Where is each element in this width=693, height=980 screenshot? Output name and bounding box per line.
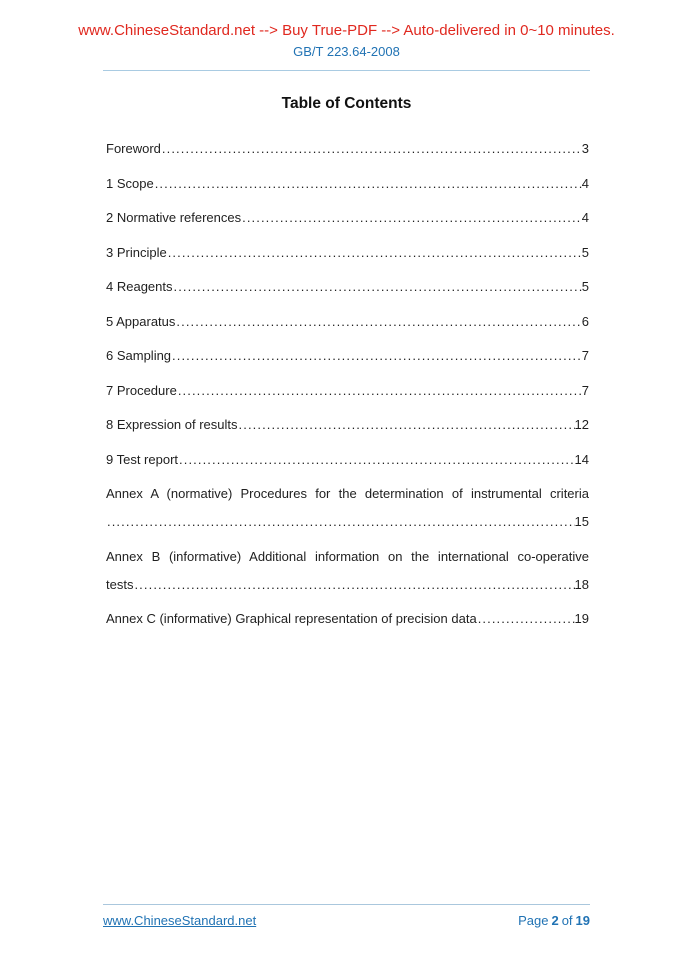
toc-entry-expression-of-results[interactable] [106,411,589,439]
dot-leader [171,342,582,370]
toc-entry-page: 15 [574,514,589,529]
footer-divider [103,904,590,905]
toc-entry-page: 6 [581,313,589,329]
dot-leader [133,571,574,599]
page-header [0,0,693,71]
toc-entry-page: 5 [581,279,589,294]
toc-entry-page: 19 [574,611,589,626]
toc-entry-label: 1 Scope [106,175,154,191]
toc-entry-page: 7 [581,382,589,398]
toc-entry-label: Foreword [106,141,161,156]
toc-entry-procedure[interactable] [106,377,589,405]
dot-leader [106,508,575,536]
dot-leader [178,446,575,474]
dot-leader [167,239,582,267]
dot-leader [238,411,575,439]
dot-leader [177,377,582,405]
toc-entry-test-report[interactable] [106,446,589,474]
toc-entry-annex-a[interactable] [106,480,589,536]
toc-entry-label: 5 Apparatus [106,313,176,329]
toc-entry-label: 2 Normative references [106,210,242,225]
toc-entry-sampling[interactable] [106,342,589,370]
toc-entry-page: 14 [574,451,589,467]
total-page-number: 19 [575,913,590,928]
page-title: Table of Contents [281,95,412,112]
toc-entry-page: 4 [581,175,589,191]
toc-entry-annex-b[interactable] [106,543,589,599]
toc-entry-label: 7 Procedure [106,382,177,398]
current-page-number: 2 [551,913,559,928]
toc-entry-label: 4 Reagents [106,279,173,294]
toc-entry-label: 3 Principle [106,244,167,260]
standard-code: GB/T 223.64-2008 [293,44,400,59]
dot-leader [241,204,582,232]
toc-entry-page: 7 [581,348,589,363]
toc-entry-label: 6 Sampling [106,348,172,363]
toc-entry-normative-references[interactable] [106,204,589,232]
dot-leader [175,308,581,336]
toc-entry-page: 3 [581,141,589,156]
toc-entry-label-continued: tests [106,576,134,592]
toc-entry-page: 12 [574,417,589,432]
toc-entry-label: 8 Expression of results [106,417,238,432]
toc-entry-scope[interactable] [106,170,589,198]
dot-leader [161,135,582,163]
header-divider [103,70,590,71]
toc-entry-page: 4 [581,210,589,225]
toc-entry-label: Annex B (informative) Additional information on the international co-operative [106,548,589,564]
toc-entry-principle[interactable] [106,239,589,267]
toc-entry-label: Annex C (informative) Graphical representation of precision data [106,611,477,626]
page-number-indicator [518,913,590,928]
dot-leader [173,273,582,301]
toc-entry-label: Annex A (normative) Procedures for the determination of instrumental criteria [106,486,589,501]
toc-entry-annex-c[interactable] [106,605,589,633]
dot-leader [154,170,582,198]
toc-entry-reagents[interactable] [106,273,589,301]
toc-entry-foreword[interactable] [106,135,589,163]
page-footer [103,904,590,928]
table-of-contents [106,135,589,633]
dot-leader [477,605,575,633]
of-word: of [561,913,573,928]
page-word: Page [518,913,549,928]
footer-website-link[interactable]: www.ChineseStandard.net [103,913,257,928]
toc-entry-apparatus[interactable] [106,308,589,336]
buy-pdf-banner-link[interactable]: www.ChineseStandard.net --> Buy True-PDF --> Auto-delivered in 0~10 minutes. [78,22,615,39]
toc-entry-page: 18 [574,576,589,592]
toc-entry-page: 5 [581,244,589,260]
toc-entry-label: 9 Test report [106,451,179,467]
